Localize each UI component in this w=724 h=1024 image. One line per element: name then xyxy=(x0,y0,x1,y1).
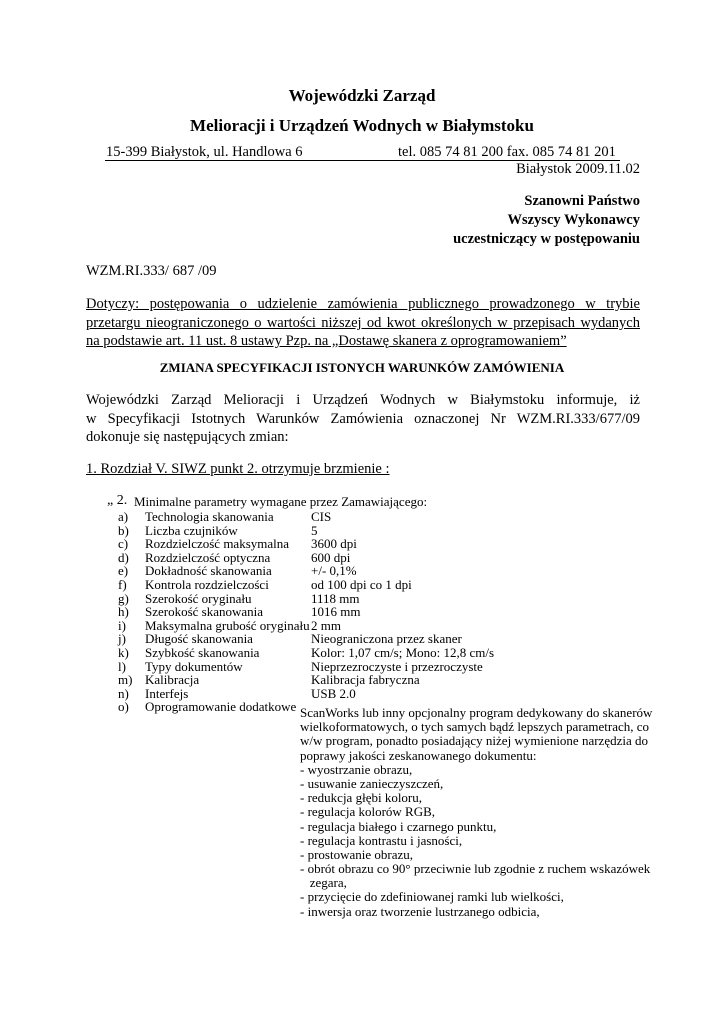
param-name: Rozdzielczość maksymalna xyxy=(145,536,290,552)
reference-number: WZM.RI.333/ 687 /09 xyxy=(86,263,217,279)
intro-line3: dokonuje się następujących zmian: xyxy=(86,429,289,445)
param-value: CIS xyxy=(311,509,332,524)
place-date: Białystok 2009.11.02 xyxy=(516,161,640,177)
param-value: 3600 dpi xyxy=(311,536,357,552)
subject-line1: Dotyczy: postępowania o udzielenie zamówienia publicznego prowadzonego w trybie xyxy=(86,296,640,312)
param-name: Technologia skanowania xyxy=(145,509,274,524)
param-name: Dokładność skanowania xyxy=(145,563,272,579)
intro-line2: w Specyfikacji Istotnych Warunków Zamówienia oznaczonej Nr WZM.RI.333/677/09 xyxy=(86,411,640,427)
software-feature-item: - redukcja głębi koloru, xyxy=(300,790,423,806)
param-letter: i) xyxy=(118,617,126,633)
intro-line1: Wojewódzki Zarząd Melioracji i Urządzeń Wodnych w Białymstoku informuje, iż xyxy=(86,392,640,408)
subject-line2: przetargu nieograniczonego o wartości niższej od kwot określonych w przepisach wydanych xyxy=(86,315,640,331)
param-name: Szerokość oryginału xyxy=(145,590,252,606)
param-name: Maksymalna grubość oryginału xyxy=(145,617,310,633)
software-description xyxy=(300,705,653,919)
software-desc-line: w/w program, ponadto posiadający niżej wymienione narzędzia do xyxy=(300,733,648,749)
param-letter: b) xyxy=(118,522,129,538)
params-title: Minimalne parametry wymagane przez Zamawiającego: xyxy=(134,494,428,509)
param-letter: a) xyxy=(118,509,129,524)
param-value: 5 xyxy=(311,522,318,538)
param-letter: c) xyxy=(118,536,129,552)
param-letter: l) xyxy=(118,658,126,674)
org-contact: tel. 085 74 81 200 fax. 085 74 81 201 xyxy=(398,144,616,160)
param-letter: h) xyxy=(118,604,129,620)
param-name: Liczba czujników xyxy=(145,522,238,538)
param-row xyxy=(118,646,648,660)
param-letter: d) xyxy=(118,549,129,565)
param-value: Kalibracja fabryczna xyxy=(311,672,420,688)
param-name: Oprogramowanie dodatkowe xyxy=(145,699,297,715)
software-desc-line: poprawy jakości zeskanowanego dokumentu: xyxy=(300,747,537,763)
org-address: 15-399 Białystok, ul. Handlowa 6 xyxy=(106,144,303,160)
param-value: od 100 dpi co 1 dpi xyxy=(311,577,412,592)
param-value: 1016 mm xyxy=(311,604,361,620)
param-letter: f) xyxy=(118,577,127,592)
software-feature-item: - wyostrzanie obrazu, xyxy=(300,761,413,777)
software-feature-item: - usuwanie zanieczyszczeń, xyxy=(300,775,444,791)
param-letter: n) xyxy=(118,685,129,701)
param-value: 1118 mm xyxy=(311,590,360,606)
software-feature-item: - prostowanie obrazu, xyxy=(300,846,413,862)
param-name: Szerokość skanowania xyxy=(145,604,264,620)
software-feature-item: zegara, xyxy=(300,875,347,891)
recipient-line1: Szanowni Państwo xyxy=(524,193,640,209)
param-value: 600 dpi xyxy=(311,549,351,565)
param-letter: j) xyxy=(118,631,126,647)
param-value: Nieograniczona przez skaner xyxy=(311,631,462,647)
document-heading: ZMIANA SPECYFIKACJI ISTONYCH WARUNKÓW ZAMÓWIENIA xyxy=(159,360,565,375)
software-feature-item: - regulacja kontrastu i jasności, xyxy=(300,832,463,848)
org-name-line2: Melioracji i Urządzeń Wodnych w Białymstoku xyxy=(190,116,534,135)
param-letter: g) xyxy=(118,590,129,606)
software-feature-item: - inwersja oraz tworzenie lustrzanego odbicia, xyxy=(300,903,540,919)
software-feature-item: - obrót obrazu co 90° przeciwnie lub zgodnie z ruchem wskazówek xyxy=(300,861,651,877)
param-value: USB 2.0 xyxy=(311,685,356,701)
recipient-line2: Wszyscy Wykonawcy xyxy=(507,212,640,228)
param-value: Kolor: 1,07 cm/s; Mono: 12,8 cm/s xyxy=(311,645,495,660)
param-name: Interfejs xyxy=(145,685,189,701)
org-name-line1: Wojewódzki Zarząd xyxy=(288,86,436,105)
param-letter: e) xyxy=(118,563,129,579)
param-row xyxy=(118,578,648,592)
param-value: 2 mm xyxy=(311,617,341,633)
param-letter: k) xyxy=(118,645,129,660)
param-row xyxy=(118,673,648,687)
param-row xyxy=(118,510,648,524)
param-name: Rozdzielczość optyczna xyxy=(145,549,271,565)
param-name: Szybkość skanowania xyxy=(145,645,260,660)
software-feature-item: - przycięcie do zdefiniowanej ramki lub wielkości, xyxy=(300,889,564,905)
section-1-title: 1. Rozdział V. SIWZ punkt 2. otrzymuje brzmienie : xyxy=(86,461,390,477)
software-feature-item: - regulacja białego i czarnego punktu, xyxy=(300,818,497,834)
param-name: Długość skanowania xyxy=(145,631,253,647)
param-name: Kalibracja xyxy=(145,672,200,688)
software-feature-item: - regulacja kolorów RGB, xyxy=(300,804,436,820)
recipient-line3: uczestniczący w postępowaniu xyxy=(453,231,640,247)
param-name: Kontrola rozdzielczości xyxy=(145,577,269,592)
subject-line3: na podstawie art. 11 ust. 8 ustawy Pzp. na „Dostawę skanera z oprogramowaniem” xyxy=(86,333,567,349)
param-value: Nieprzezroczyste i przezroczyste xyxy=(311,658,483,674)
software-desc-line: wielkoformatowych, o tych samych bądź lepszych parametrach, co xyxy=(300,719,650,735)
param-letter: o) xyxy=(118,699,129,715)
params-number: „ 2. xyxy=(107,493,128,508)
param-name: Typy dokumentów xyxy=(145,658,243,674)
software-desc-line: ScanWorks lub inny opcjonalny program dedykowany do skanerów xyxy=(300,705,653,720)
param-letter: m) xyxy=(118,672,133,688)
param-value: +/- 0,1% xyxy=(311,563,357,579)
